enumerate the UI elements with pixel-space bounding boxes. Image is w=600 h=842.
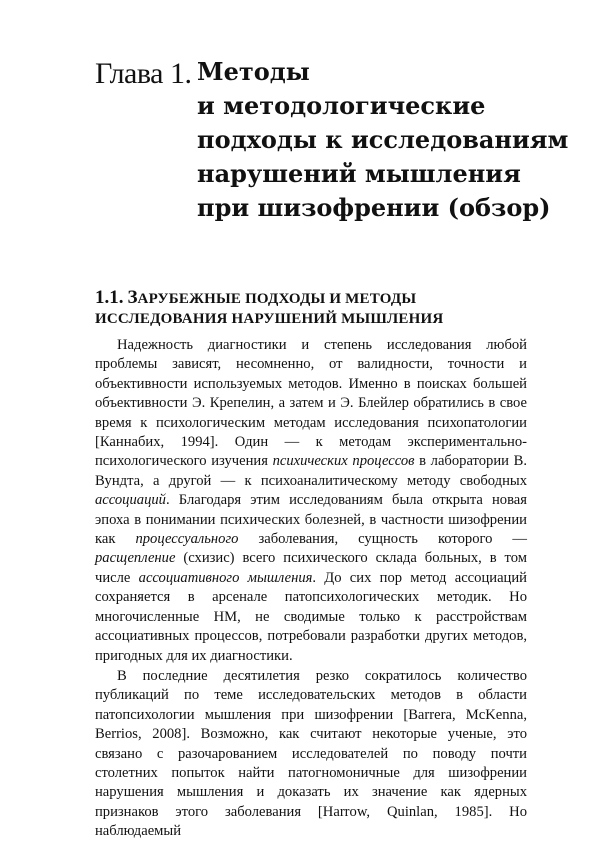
paragraph-2: В последние десятилетия резко сократилось количество публикаций по теме исследовательских методов в области патопсихологии мышления при шизофрении [Barrera, McKenna, Berrios, 2008]. Возможно, как считают некоторые ученые, это связано с разочарованием исследователей по поводу почти столетних попыток найти патогномоничные для шизофрении нарушения мышления и доказать их значение как ядерных признаков этого заболевания [Harrow, Quinlan, 1985]. Но наблюдаемый [95, 667, 527, 840]
chapter-title-line: при шизофрении (обзор) [197, 193, 551, 222]
chapter-title [197, 55, 577, 225]
italic-term: процессуального [135, 531, 239, 548]
section-title-line2: ИССЛЕДОВАНИЯ НАРУШЕНИЙ МЫШЛЕНИЯ [95, 311, 444, 327]
body-text [95, 336, 527, 842]
chapter-title-line: Методы [197, 57, 310, 86]
section-title-initial: З [127, 287, 138, 308]
paragraph-1 [95, 336, 527, 666]
italic-term: ассоциативного мышления [138, 569, 313, 586]
text-run: . До сих пор метод ассоциаций сохраняется в арсенале патопсихологических методик. Но многочисленные НМ, не сводимые только к расстройствам ассоциативных процессов, потребовали разработки других методов, пригодных для их диагностики. [95, 569, 527, 664]
section-number: 1.1. [95, 287, 124, 308]
section-title-line1: АРУБЕЖНЫЕ ПОДХОДЫ И МЕТОДЫ [137, 291, 417, 307]
text-run: заболевания, сущность которого — [238, 531, 528, 548]
section-heading [95, 287, 535, 328]
chapter-title-line: подходы к исследованиям [197, 125, 569, 154]
chapter-label: Глава 1. [95, 57, 192, 90]
text-run: (схизис) всего психического склада больных, в том числе [95, 550, 527, 586]
italic-term: психических процессов [272, 453, 415, 470]
chapter-title-line: нарушений мышления [197, 159, 521, 188]
text-run: . Благодаря этим исследованиям была открыта новая эпоха в понимании психических болезней, в частности шизофрении как [95, 492, 527, 548]
italic-term: расщепление [95, 550, 176, 567]
italic-term: ассоциаций [95, 492, 166, 509]
text-run: в лаборатории В. Вундта, а другой — к психоаналитическому методу свободных [95, 453, 527, 489]
chapter-title-line: и методологические [197, 91, 486, 120]
text-run: Надежность диагностики и степень исследования любой проблемы зависят, несомненно, от валидности, точности и объективности используемых методов. Именно в поисках большей объективности Э. Крепелин, а затем и Э. Блейлер обратились в свое время к психологическим методам исследования психопатологии [Каннабих, 1994]. Один — к методам экспериментально-психологического изучения [95, 337, 527, 470]
